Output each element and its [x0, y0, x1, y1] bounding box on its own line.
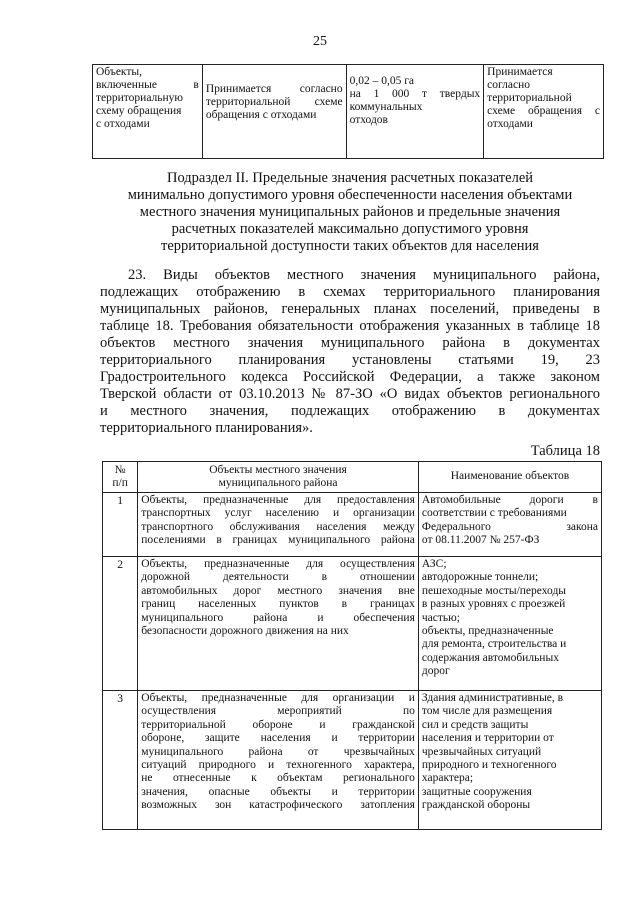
- table-row: [103, 493, 602, 557]
- top-table-fragment: [92, 64, 604, 159]
- table-cell-norm: 0,02 – 0,05 га на 1 000 т твердых коммунальных отходов: [346, 65, 484, 159]
- row-num: 2: [103, 557, 138, 691]
- table-row: [93, 65, 604, 159]
- subsection-heading: Подраздел II. Предельные значения расчетных показателей минимально допустимого уровня обеспеченности населения объектами местного значения муниципальных районов и предельные значения расчетных показателей максимально допустимого уровня территориальной доступности таких объектов для населения: [127, 170, 573, 254]
- table-cell-accessibility: Принимается согласно территориальной схеме обращения с отходами: [484, 65, 604, 159]
- page-number: 25: [313, 34, 327, 49]
- paragraph-23: 23. Виды объектов местного значения муниципального района, подлежащих отображению в схемах территориального планирования муниципальных районов, генеральных планах поселений, приведены в таблице 18. Требования обязательности отображения указанных в таблице 18 объектов местного значения муниципального района в документах территориального планирования установлены статьями 19, 23 Градостроительного кодекса Российской Федерации, а также законом Тверской области от 03.10.2013 № 87-ЗО «О видах объектов регионального и местного значения, подлежащих отображению в документах территориального планирования».: [100, 267, 600, 436]
- row-objects: Объекты, предназначенные для организации и осуществления мероприятий по территориальной обороне и гражданской обороне, защите населения и территории муниципального района от чрезвычайных ситуаций природного и техногенного характера, не отнесенные к объектам регионального значения, опасные объекты и территории возможных зон катастрофического затопления: [138, 691, 419, 830]
- header-objects: Объекты местного значения муниципального района: [138, 462, 419, 493]
- table-cell-objects: Объекты, включенные в территориальную схему обращения с отходами: [93, 65, 203, 159]
- table-row: [103, 691, 602, 830]
- table-caption: Таблица 18: [530, 443, 600, 459]
- row-names: Здания административные, в том числе для размещения сил и средств защиты населения и территории от чрезвычайных ситуаций природного и техногенного характера; защитные сооружения гражданской обороны: [418, 691, 601, 830]
- row-num: 3: [103, 691, 138, 830]
- table-cell-requirement: Принимается согласно территориальной схеме обращения с отходами: [202, 65, 346, 159]
- table-row: [103, 557, 602, 691]
- table-header-row: [103, 462, 602, 493]
- row-objects: Объекты, предназначенные для предоставления транспортных услуг населению и организации транспортного обслуживания населения между поселениями в границах муниципального района: [138, 493, 419, 557]
- row-objects: Объекты, предназначенные для осуществления дорожной деятельности в отношении автомобильных дорог местного значения вне границ населенных пунктов в границах муниципального района и обеспечения безопасности дорожного движения на них: [138, 557, 419, 691]
- row-num: 1: [103, 493, 138, 557]
- row-names: АЗС; автодорожные тоннели; пешеходные мосты/переходы в разных уровнях с проезжей частью; объекты, предназначенные для ремонта, строительства и содержания автомобильных дорог: [418, 557, 601, 691]
- row-names: Автомобильные дороги в соответствии с требованиями Федерального закона от 08.11.2007 № 257-ФЗ: [418, 493, 601, 557]
- header-names: Наименование объектов: [418, 462, 601, 493]
- header-num: № п/п: [103, 462, 138, 493]
- table-18: [102, 461, 602, 830]
